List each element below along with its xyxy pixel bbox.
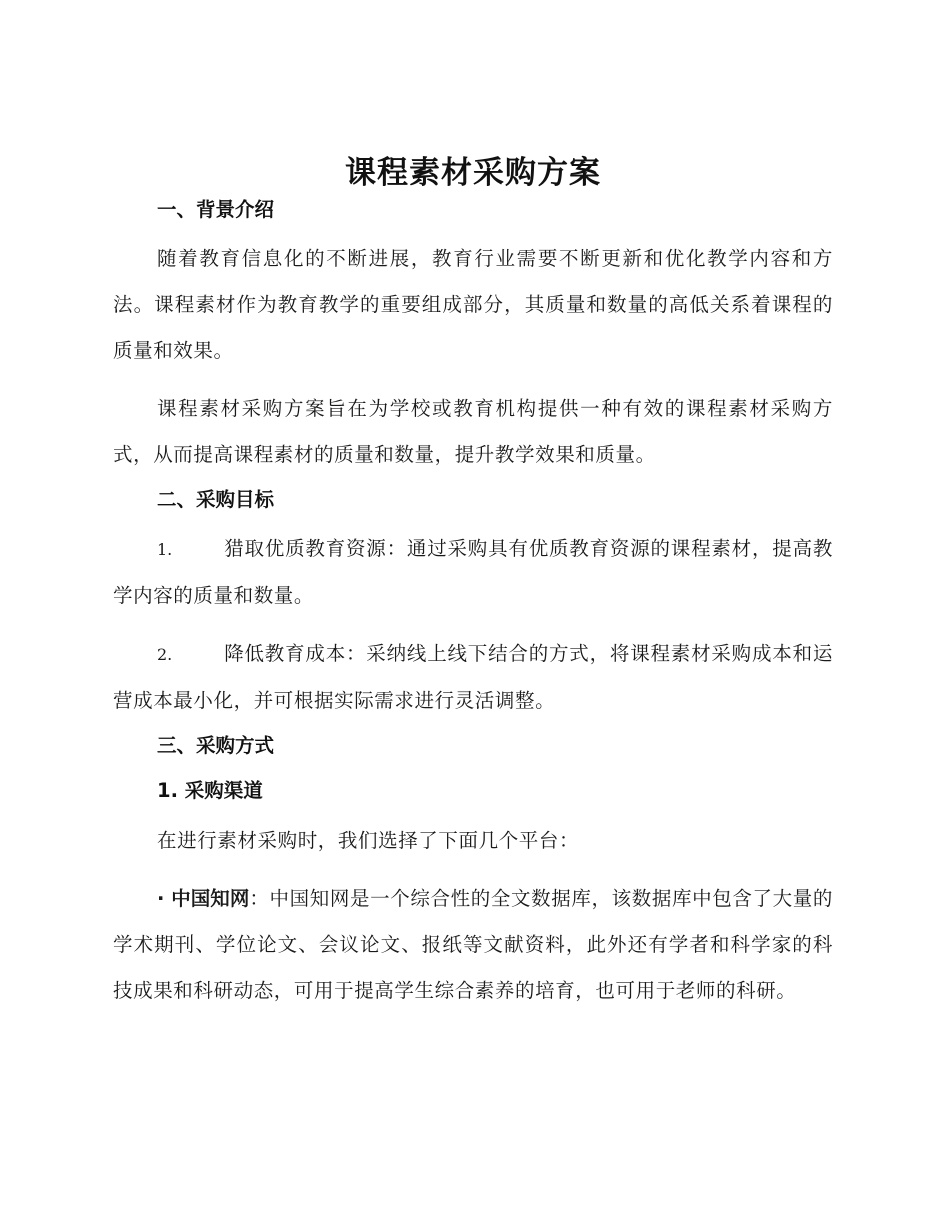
goal-item-2 [113,631,833,724]
background-paragraph-1: 随着教育信息化的不断进展，教育行业需要不断更新和优化教学内容和方法。课程素材作为教育教学的重要组成部分，其质量和数量的高低关系着课程的质量和效果。 [113,247,833,362]
goal-item-1-number: 1. [157,540,173,559]
background-paragraph-2: 课程素材采购方案旨在为学校或教育机构提供一种有效的课程素材采购方式，从而提高课程素材的质量和数量，提升教学效果和质量。 [113,397,833,466]
section-heading-goals: 二、采购目标 [157,488,275,511]
goal-item-1-text: 猎取优质教育资源：通过采购具有优质教育资源的课程素材，提高教学内容的质量和数量。 [113,537,833,607]
bullet-marker: · [157,887,172,910]
goal-item-1 [113,526,833,619]
bullet-item-cnki [113,876,833,1014]
document-page [113,148,833,1014]
goal-item-2-text: 降低教育成本：采纳线上线下结合的方式，将课程素材采购成本和运营成本最小化，并可根据实际需求进行灵活调整。 [113,642,833,712]
bullet-text-cnki: ：中国知网是一个综合性的全文数据库，该数据库中包含了大量的学术期刊、学位论文、会议论文、报纸等文献资料，此外还有学者和科学家的科技成果和科研动态，可用于提高学生综合素养的培育，也可用于老师的科研。 [113,887,833,1002]
methods-intro-paragraph: 在进行素材采购时，我们选择了下面几个平台： [157,829,580,852]
goal-item-2-number: 2. [157,645,173,664]
section-heading-methods: 三、采购方式 [157,734,275,757]
section-heading-background: 一、背景介绍 [157,198,275,221]
document-title: 课程素材采购方案 [345,155,601,191]
bullet-label-cnki: 中国知网 [171,887,250,910]
subsection-heading-channels: 1. 采购渠道 [157,779,263,802]
